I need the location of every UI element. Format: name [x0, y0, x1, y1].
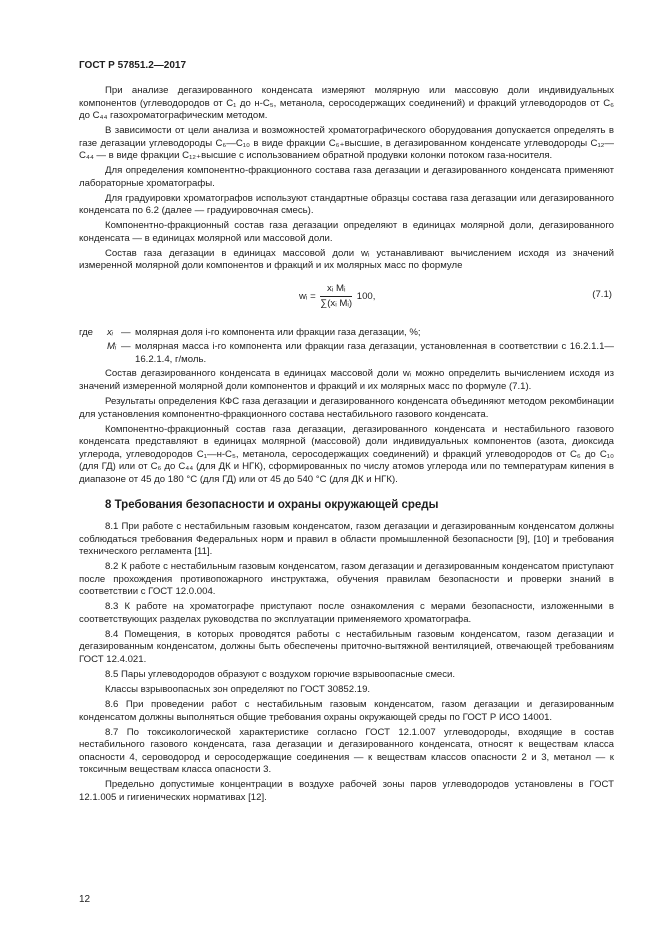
paragraph: 8.3 К работе на хроматографе приступают после ознакомления с мерами безопасности, изложенными в соответствующих разделах руководства по эксплуатации применяемого хроматографа. — [79, 601, 614, 625]
formula-tail: 100, — [356, 290, 376, 302]
formula-7-1 — [79, 279, 614, 319]
where-lead: где — [79, 326, 94, 338]
where-dash: — — [121, 341, 131, 353]
paragraph: Предельно допустимые концентрации в воздухе рабочей зоны паров углеводородов установлены в ГОСТ 12.1.005 и гигиенических нормативах [12]. — [79, 779, 614, 803]
where-symbol: Mᵢ — [107, 341, 117, 353]
formula-fraction — [320, 283, 352, 311]
paragraph: 8.6 При проведении работ с нестабильным газовым конденсатом, газом дегазации и дегазированным конденсатом должны выполняться общие требования охраны окружающей среды по ГОСТ Р ИСО 14001. — [79, 699, 614, 723]
where-dash: — — [121, 326, 131, 338]
formula-numerator: xᵢ Mᵢ — [320, 283, 352, 298]
paragraph: При анализе дегазированного конденсата измеряют молярную или массовую доли индивидуальных компонентов (углеводородов от C₁ до н-C₅, метанола, серосодержащих соединений) и фракций углеводородов от C₆ до C₄₄ газохроматографическим методом. — [79, 85, 614, 121]
formula-number: (7.1) — [592, 288, 612, 300]
section-title: 8 Требования безопасности и охраны окружающей среды — [105, 499, 439, 512]
paragraph: Классы взрывоопасных зон определяют по ГОСТ 30852.19. — [105, 684, 371, 696]
paragraph: 8.2 К работе с нестабильным газовым конденсатом, газом дегазации и дегазированным конденсатом приступают после прохождения противопожарного инструктажа, обучения правилам безопасности и проверки знаний в соответствии с ГОСТ 12.0.004. — [79, 561, 614, 598]
paragraph: Состав газа дегазации в единицах массовой доли wᵢ устанавливают вычислением исходя из значений измеренной молярной доли компонентов и фракций и их молярных масс по формуле — [79, 247, 614, 272]
where-item — [79, 341, 614, 366]
formula-denominator: ∑(xᵢ Mᵢ) — [320, 298, 353, 310]
paragraph: 8.1 При работе с нестабильным газовым конденсатом, газом дегазации и дегазированным конденсатом должны соблюдаться требования Федеральных норм и правил в области промышленной безопасности [9], [10] и требования технического регламента [11]. — [79, 521, 614, 558]
document-header: ГОСТ Р 57851.2—2017 — [79, 60, 187, 71]
page-content — [79, 85, 614, 807]
paragraph: 8.4 Помещения, в которых проводятся работы с нестабильным газовым конденсатом, газом дегазации и дегазированным конденсатом, должны быть обеспечены приточно-вытяжной вентиляцией, отвечающей требованиям ГОСТ 12.4.021. — [79, 628, 614, 665]
paragraph: 8.5 Пары углеводородов образуют с воздухом горючие взрывоопасные смеси. — [105, 669, 456, 681]
paragraph: Для градуировки хроматографов используют стандартные образцы состава газа дегазации или дегазированного конденсата по 6.2 (далее — градуировочная смесь). — [79, 192, 614, 217]
where-symbol: xᵢ — [107, 326, 113, 338]
page-number: 12 — [79, 894, 91, 905]
formula-lhs: wᵢ = — [299, 290, 316, 302]
paragraph: Состав дегазированного конденсата в единицах массовой доли wᵢ можно определить вычислением исходя из значений измеренной молярной доли компонентов и фракций и их молярных масс по формуле (7.1). — [79, 368, 614, 392]
where-item — [79, 327, 614, 340]
where-description: молярная доля i-го компонента или фракции газа дегазации, %; — [135, 326, 421, 338]
paragraph: В зависимости от цели анализа и возможностей хроматографического оборудования допускается определять в газе дегазации углеводороды C₆—C₁₀ в виде фракции C₆₊высшие, в дегазированном конденсате углеводороды C₁₂—C₄₄ — в виде фракции C₁₂₊высшие с использованием обратной продувки колонки потоком газа-носителя. — [79, 125, 614, 162]
paragraph: Результаты определения КФС газа дегазации и дегазированного конденсата объединяют методом рекомбинации для установления компонентно-фракционного состава нестабильного газового конденсата. — [79, 396, 614, 420]
paragraph: Компонентно-фракционный состав газа дегазации, дегазированного конденсата и нестабильного газового конденсата представляют в единицах молярной (массовой) доли индивидуальных компонентов (азота, диоксида углерода, углеводородов C₁—н-C₅, метанола, серосодержащих соединений) и фракций углеводородов от C₆ до C₁₀ (для ГД) или от C₆ до C₄₄ (для ДК и НГК), сформированных по числу атомов углерода или по температурам кипения в диапазоне от 45 до 180 °С (для ГД) или от 45 до 540 °С (для ДК и НГК). — [79, 423, 614, 485]
paragraph: Для определения компонентно-фракционного состава газа дегазации и дегазированного конденсата применяют лабораторные хроматографы. — [79, 165, 614, 189]
formula-expression — [299, 283, 375, 311]
paragraph: Компонентно-фракционный состав газа дегазации определяют в единицах молярной доли, дегазированного конденсата — в единицах молярной или массовой доли. — [79, 220, 614, 244]
paragraph: 8.7 По токсикологической характеристике согласно ГОСТ 12.1.007 углеводороды, входящие в состав нестабильного газового конденсата, газа дегазации и дегазированного конденсата, относят к веществам класса опасности 4, сероводород и серосодержащие соединения — к веществам классов опасности 2 и 3, метанол — к токсичным веществам класса опасности 3. — [79, 726, 614, 776]
where-description: молярная масса i-го компонента или фракции газа дегазации, установленная в соответствии с 16.2.1.1—16.2.1.4, г/моль. — [135, 341, 614, 365]
